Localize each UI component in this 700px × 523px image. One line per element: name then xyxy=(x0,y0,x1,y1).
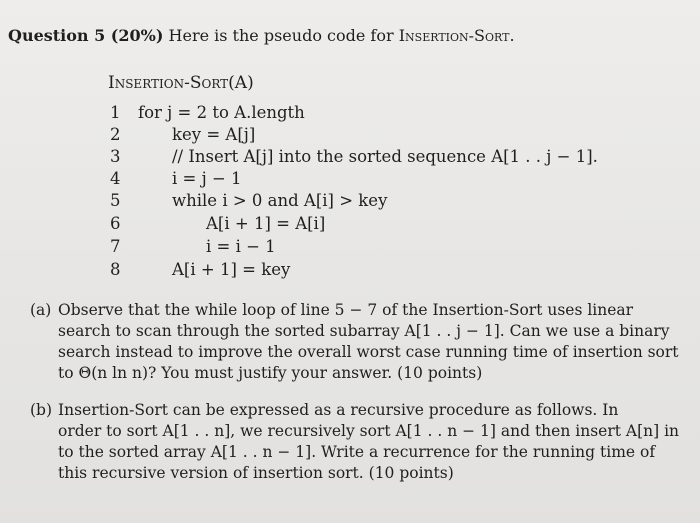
code-line-6 xyxy=(110,214,326,236)
part-b xyxy=(30,400,690,490)
code-line-7 xyxy=(110,237,276,259)
code-line-8 xyxy=(110,260,291,282)
line-number: 8 xyxy=(110,260,121,279)
code-text: while i > 0 and A[i] > key xyxy=(172,191,388,210)
question-text: Here is the pseudo code for xyxy=(168,26,399,45)
line-number: 6 xyxy=(110,214,121,233)
code-text: // Insert A[j] into the sorted sequence A[1 . . j − 1]. xyxy=(172,147,598,166)
question-end: . xyxy=(509,26,515,45)
part-line: to Θ(n ln n)? You must justify your answer. (10 points) xyxy=(58,364,483,382)
code-line-4 xyxy=(110,169,242,191)
code-line-5 xyxy=(110,191,388,213)
part-label: (b) xyxy=(30,401,53,419)
code-line-3 xyxy=(110,147,598,169)
part-line: Observe that the while loop of line 5 − 7 of the Insertion-Sort uses linear xyxy=(58,301,634,319)
line-number: 4 xyxy=(110,169,121,188)
part-line: search instead to improve the overall worst case running time of insertion sort xyxy=(58,343,679,361)
part-label: (a) xyxy=(30,301,52,319)
part-line: order to sort A[1 . . n], we recursively sort A[1 . . n − 1] and then insert A[n] in xyxy=(58,422,680,440)
part-a xyxy=(30,300,690,390)
line-number: 1 xyxy=(110,103,121,122)
question-header xyxy=(8,26,515,45)
algorithm-name: Insertion-Sort xyxy=(398,26,510,45)
part-line: search to scan through the sorted subarray A[1 . . j − 1]. Can we use a binary xyxy=(58,322,670,340)
part-body xyxy=(58,400,679,484)
line-number: 5 xyxy=(110,191,121,210)
code-text: key = A[j] xyxy=(172,125,256,144)
part-line: Insertion-Sort can be expressed as a recursive procedure as follows. In xyxy=(58,401,619,419)
question-label: Question 5 (20%) xyxy=(8,26,164,45)
part-line: this recursive version of insertion sort. (10 points) xyxy=(58,464,454,482)
code-text: i = j − 1 xyxy=(172,169,242,188)
code-text: A[i + 1] = key xyxy=(172,260,291,279)
line-number: 2 xyxy=(110,125,121,144)
line-number: 7 xyxy=(110,237,121,256)
code-text: for j = 2 to A.length xyxy=(138,103,305,122)
part-line: to the sorted array A[1 . . n − 1]. Write a recurrence for the running time of xyxy=(58,443,656,461)
code-line-1 xyxy=(110,103,305,125)
code-text: A[i + 1] = A[i] xyxy=(206,214,326,233)
code-line-2 xyxy=(110,125,256,147)
algorithm-title: Insertion-Sort(A) xyxy=(108,73,254,93)
part-body xyxy=(58,300,679,384)
code-text: i = i − 1 xyxy=(206,237,276,256)
line-number: 3 xyxy=(110,147,121,166)
